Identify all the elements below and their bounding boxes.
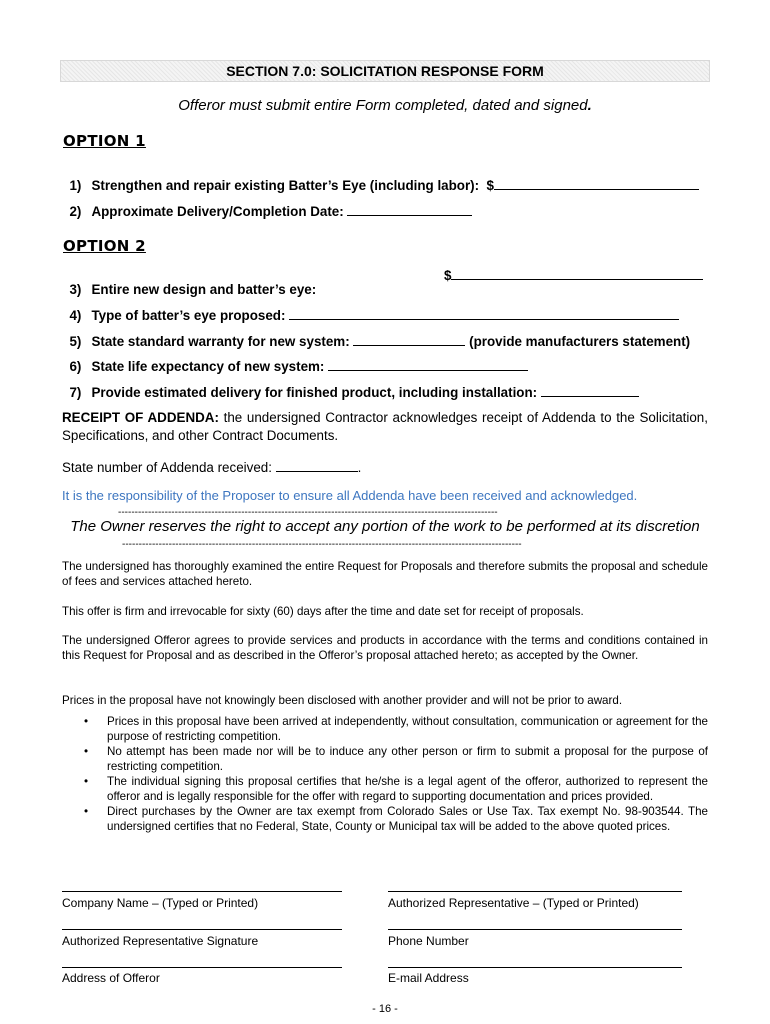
item-text: Provide estimated delivery for finished product, including installation: (91, 385, 541, 400)
list-item-text: Direct purchases by the Owner are tax exempt from Colorado Sales or Use Tax. Tax exempt No. 98-903544. The undersigned certifies that no Federal, State, County or Municipal tax will be added to the above quoted prices. (107, 805, 708, 833)
item-number: 7) (69, 385, 82, 400)
item-number: 3) (69, 282, 82, 297)
list-item (62, 714, 708, 744)
page-number: - 16 - (372, 1003, 398, 1015)
addenda-number-field[interactable] (276, 459, 358, 472)
item-number: 2) (69, 204, 82, 219)
new-design-amount-field[interactable] (451, 267, 703, 280)
addenda-responsibility-note: It is the responsibility of the Proposer to ensure all Addenda have been received and acknowledged. (62, 488, 638, 503)
addenda-number (62, 459, 708, 476)
item-number: 4) (69, 308, 82, 323)
paragraph-firm-offer: This offer is firm and irrevocable for sixty (60) days after the time and date set for receipt of proposals. (62, 605, 584, 618)
paragraph-examined: The undersigned has thoroughly examined the entire Request for Proposals and therefore submits the proposal and schedule of fees and services attached hereto. (62, 560, 708, 588)
item-text: Entire new design and batter’s eye: (91, 282, 317, 297)
option-2-heading: OPTION 2 (63, 237, 146, 255)
company-name-label: Company Name – (Typed or Printed) (62, 896, 259, 910)
option-1-item-2 (62, 188, 472, 219)
option-1-heading: OPTION 1 (63, 132, 146, 150)
item-text: Strengthen and repair existing Batter’s Eye (including labor): $ (91, 178, 494, 193)
addenda-number-period: . (357, 460, 362, 475)
item-number: 6) (69, 359, 82, 374)
addenda-text: the undersigned Contractor acknowledges receipt of Addenda to the Solicitation, Specifications, and other Contract Documents. (62, 410, 708, 443)
item-text: Type of batter’s eye proposed: (91, 308, 290, 323)
authorized-rep-label: Authorized Representative – (Typed or Printed) (388, 896, 639, 910)
bullet-icon: • (84, 745, 89, 758)
list-item-text: No attempt has been made nor will be to induce any other person or firm to submit a proposal for the purpose of restricting competition. (107, 745, 708, 773)
list-item (62, 804, 708, 834)
signature-line[interactable] (62, 929, 342, 930)
item-note: (provide manufacturers statement) (465, 334, 691, 349)
paragraph-agreement: The undersigned Offeror agrees to provide services and products in accordance with the terms and conditions contained in this Request for Proposal and as described in the Offeror’s proposal attached hereto; as accepted by the Owner. (62, 634, 708, 662)
addenda-number-label: State number of Addenda received: (62, 460, 276, 475)
authorized-rep-line[interactable] (388, 891, 682, 892)
signature-label: Authorized Representative Signature (62, 934, 259, 948)
list-item (62, 744, 708, 774)
bullet-icon: • (84, 715, 89, 728)
owner-statement: The Owner reserves the right to accept any portion of the work to be performed at its discretion (70, 518, 700, 535)
phone-line[interactable] (388, 929, 682, 930)
paragraph-prices: Prices in the proposal have not knowingly been disclosed with another provider and will not be prior to award. (62, 694, 623, 707)
addenda-heading: RECEIPT OF ADDENDA: (62, 410, 219, 425)
certification-list (62, 714, 708, 834)
list-item-text: Prices in this proposal have been arrived at independently, without consultation, communication or agreement for the purpose of restricting competition. (107, 715, 708, 743)
delivery-estimate-field[interactable] (541, 384, 639, 397)
item-number: 5) (69, 334, 82, 349)
bullet-icon: • (84, 775, 89, 788)
addenda-receipt (62, 409, 708, 445)
list-item-text: The individual signing this proposal certifies that he/she is a legal agent of the offeror, authorized to represent the offeror and is legally responsible for the offer with regard to supporting documentation and prices provided. (107, 775, 708, 803)
subtitle-period: . (587, 97, 592, 114)
divider-bottom: ------------------------------------------------------------------------------------------------------------------------ (122, 539, 522, 550)
section-title: SECTION 7.0: SOLICITATION RESPONSE FORM (60, 60, 710, 82)
completion-date-field[interactable] (347, 203, 472, 216)
address-line[interactable] (62, 967, 342, 968)
phone-label: Phone Number (388, 934, 469, 948)
item-number: 1) (69, 178, 82, 193)
list-item (62, 774, 708, 804)
email-label: E-mail Address (388, 971, 469, 985)
address-label: Address of Offeror (62, 971, 160, 985)
company-name-line[interactable] (62, 891, 342, 892)
subtitle (0, 97, 770, 114)
bullet-icon: • (84, 805, 89, 818)
amount-field[interactable] (494, 177, 699, 190)
item-text: State standard warranty for new system: (91, 334, 354, 349)
option-2-item-7 (62, 369, 639, 400)
dollar-label: $ (444, 267, 703, 283)
divider-top: ------------------------------------------------------------------------------------------------------------------ (118, 507, 498, 518)
subtitle-text: Offeror must submit entire Form completed, dated and signed (178, 97, 588, 114)
email-line[interactable] (388, 967, 682, 968)
item-text: State life expectancy of new system: (91, 359, 329, 374)
item-text: Approximate Delivery/Completion Date: (91, 204, 348, 219)
